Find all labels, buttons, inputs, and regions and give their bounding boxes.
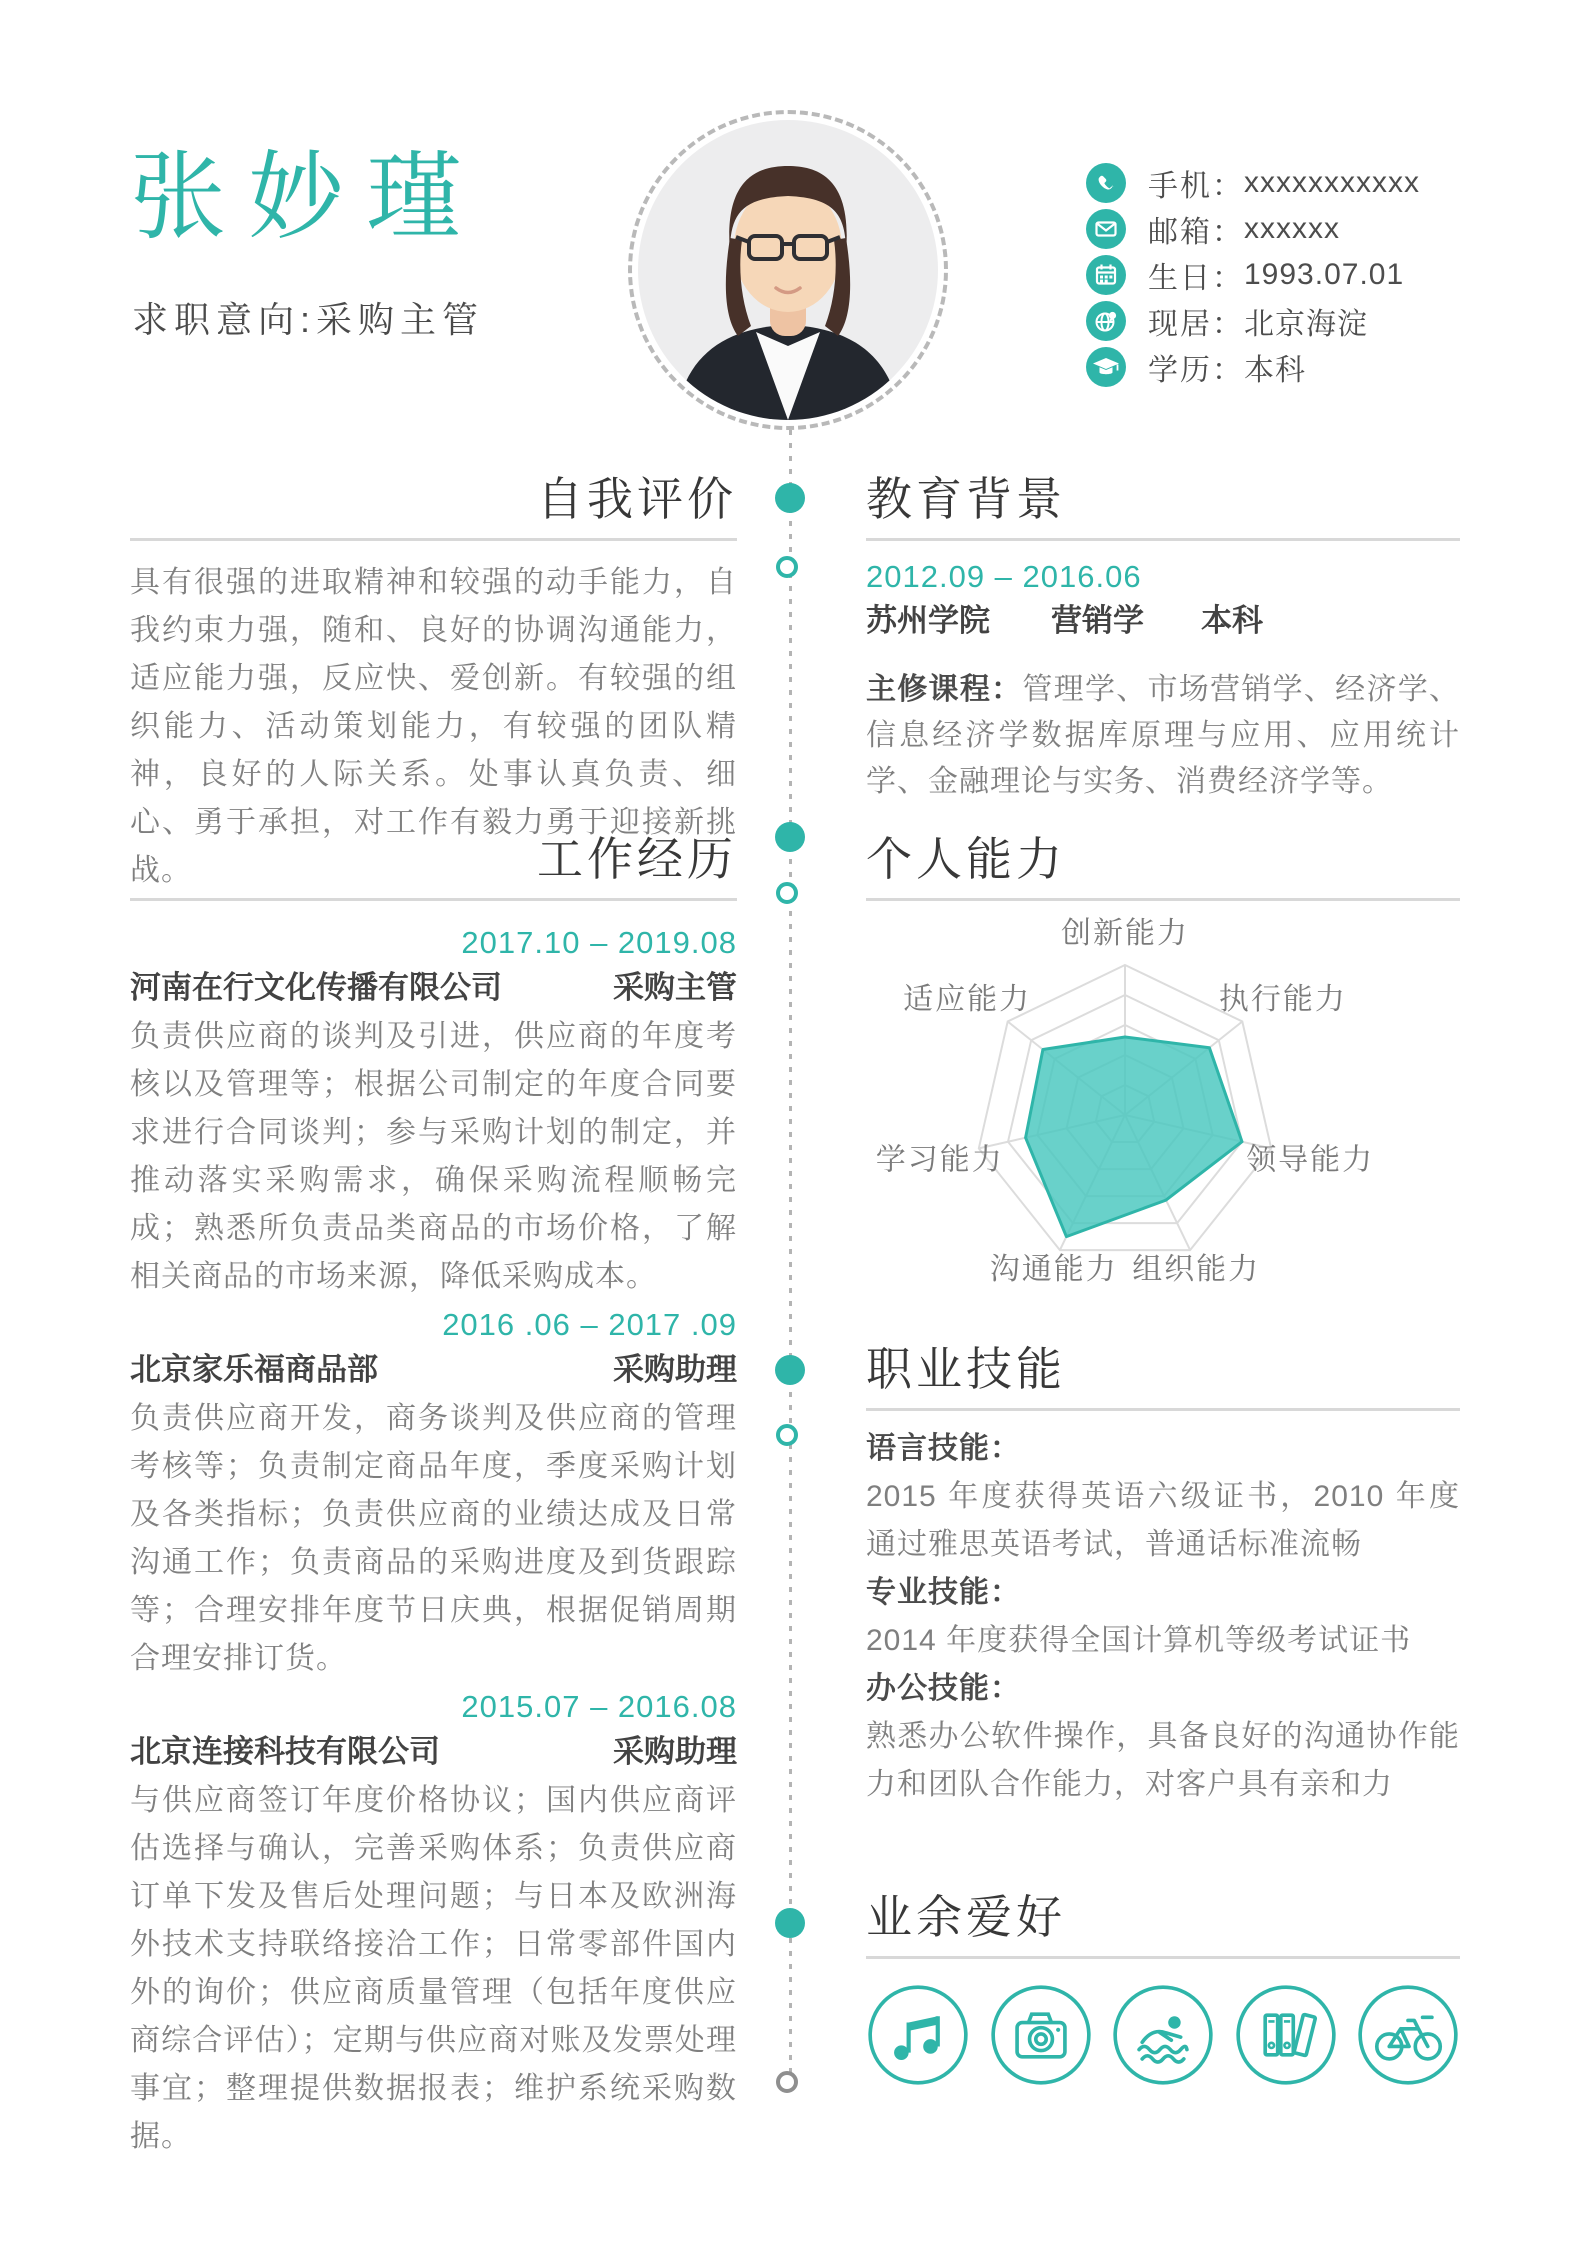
section-work-experience [130,828,737,2161]
hobby-icons [866,1983,1460,2087]
books-icon [1234,1983,1338,2087]
profile-photo-frame [628,110,948,430]
contact-row-phone [1086,160,1506,206]
skill-text: 2014 年度获得全国计算机等级考试证书 [866,1624,1412,1657]
section-divider [866,538,1460,541]
svg-text:领导能力: 领导能力 [1246,1143,1375,1177]
section-title: 自我评价 [537,473,737,525]
job-company-row [130,1729,737,1775]
svg-text:学习能力: 学习能力 [875,1143,1004,1177]
company-name: 北京连接科技有限公司 [130,1734,440,1769]
section-title: 业余爱好 [866,1891,1066,1943]
timeline-line [789,430,792,2082]
contact-value: xxxxxxxxxxx [1244,166,1420,199]
position-name: 采购助理 [613,1352,737,1387]
section-divider [866,1956,1460,1959]
section-divider [130,538,737,541]
bicycle-icon [1356,1983,1460,2087]
education-school-row [866,597,1460,645]
section-personal-ability [866,828,1460,901]
timeline-ring [776,556,798,578]
job-company-row [130,1347,737,1393]
education-icon [1086,347,1126,387]
job-description: 与供应商签订年度价格协议；国内供应商评估选择与确认，完善采购体系；负责供应商订单下发及售后处理问题；与日本及欧洲海外技术支持联络接洽工作；日常零部件国内外的询价；供应商质量管理（包括年度供应商综合评估）；定期与供应商对账及发票处理事宜；整理提供数据报表；维护系统采购数据。 [130,1784,737,2153]
phone-icon [1086,163,1126,203]
skill-list [866,1425,1460,1809]
skill-heading: 语言技能： [866,1432,1021,1465]
job-description: 负责供应商的谈判及引进，供应商的年度考核以及管理等；根据公司制定的年度合同要求进行合同谈判；参与采购计划的制定，并推动落实采购需求，确保采购流程顺畅完成；熟悉所负责品类商品的市场价格，了解相关商品的市场来源，降低采购成本。 [130,1020,737,1293]
timeline-end-ring [776,2071,798,2093]
timeline-ring [776,1424,798,1446]
ability-radar-chart [825,900,1485,1340]
location-icon [1086,301,1126,341]
section-title: 工作经历 [537,833,737,885]
contact-row-mail [1086,206,1506,252]
job-company-row [130,965,737,1011]
svg-text:沟通能力: 沟通能力 [989,1252,1118,1286]
timeline-dot [775,822,805,852]
position-name: 采购主管 [613,970,737,1005]
skill-text: 熟悉办公软件操作，具备良好的沟通协作能力和团队合作能力，对客户具有亲和力 [866,1720,1460,1801]
music-icon [866,1983,970,2087]
courses-text: 管理学、市场营销学、经济学、信息经济学数据库原理与应用、应用统计学、金融理论与实务、消费经济学等。 [866,673,1461,798]
section-title: 个人能力 [866,833,1066,885]
job-description: 负责供应商开发，商务谈判及供应商的管理考核等；负责制定商品年度，季度采购计划及各类指标；负责供应商的业绩达成及日常沟通工作；负责商品的采购进度及到货跟踪等；合理安排年度节日庆典，根据促销周期合理安排订货。 [130,1402,737,1675]
section-hobbies [866,1886,1460,2087]
contact-row-location [1086,298,1506,344]
svg-text:适应能力: 适应能力 [903,983,1032,1017]
major-name: 营销学 [1051,603,1144,638]
job-period: 2015.07 – 2016.08 [461,1689,737,1724]
camera-icon [989,1983,1093,2087]
company-name: 河南在行文化传播有限公司 [130,970,502,1005]
contact-value: 1993.07.01 [1244,258,1405,291]
job-intention: 求职意向:采购主管 [132,299,485,340]
section-divider [130,898,737,901]
mail-icon [1086,209,1126,249]
contact-value: xxxxxx [1244,212,1340,245]
job-period: 2016 .06 – 2017 .09 [442,1307,737,1342]
contact-info [1086,160,1506,390]
contact-value: 本科 [1244,354,1306,387]
job-entry [130,1685,737,2161]
contact-label: 邮箱： [1148,216,1244,249]
contact-value: 北京海淀 [1244,308,1368,341]
self-evaluation-text: 具有很强的进取精神和较强的动手能力，自我约束力强，随和、良好的协调沟通能力，适应能力强，反应快、爱创新。有较强的组织能力、活动策划能力，有较强的团队精神，良好的人际关系。处事认真负责、细心、勇于承担，对工作有毅力勇于迎接新挑战。 [130,566,737,887]
section-title: 教育背景 [866,473,1066,525]
contact-label: 手机： [1148,170,1244,203]
position-name: 采购助理 [613,1734,737,1769]
section-title: 职业技能 [866,1343,1066,1395]
profile-photo [638,120,938,420]
skill-heading: 办公技能： [866,1672,1021,1705]
contact-row-degree [1086,344,1506,390]
svg-text:执行能力: 执行能力 [1218,983,1347,1017]
courses-label: 主修课程： [866,673,1023,706]
timeline-dot [775,483,805,513]
timeline-dot [775,1908,805,1938]
calendar-icon [1086,255,1126,295]
svg-text:组织能力: 组织能力 [1132,1252,1261,1286]
timeline-ring [776,882,798,904]
section-divider [866,1408,1460,1411]
candidate-name: 张妙瑾 [130,144,484,251]
contact-row-birthday [1086,252,1506,298]
job-period: 2017.10 – 2019.08 [461,925,737,960]
timeline-dot [775,1355,805,1385]
skill-text: 2015 年度获得英语六级证书，2010 年度通过雅思英语考试，普通话标准流畅 [866,1480,1460,1561]
section-professional-skills [866,1338,1460,1809]
contact-label: 生日： [1148,262,1244,295]
courses-paragraph [866,667,1460,805]
education-period: 2012.09 – 2016.06 [866,559,1142,594]
company-name: 北京家乐福商品部 [130,1352,378,1387]
svg-text:创新能力: 创新能力 [1061,917,1189,950]
section-education [866,468,1460,805]
contact-label: 现居： [1148,308,1244,341]
degree-name: 本科 [1201,603,1263,638]
school-name: 苏州学院 [866,603,990,638]
job-entry [130,921,737,1301]
contact-label: 学历： [1148,354,1244,387]
swimming-icon [1111,1983,1215,2087]
skill-heading: 专业技能： [866,1576,1021,1609]
job-entry [130,1303,737,1683]
job-list [130,921,737,2161]
